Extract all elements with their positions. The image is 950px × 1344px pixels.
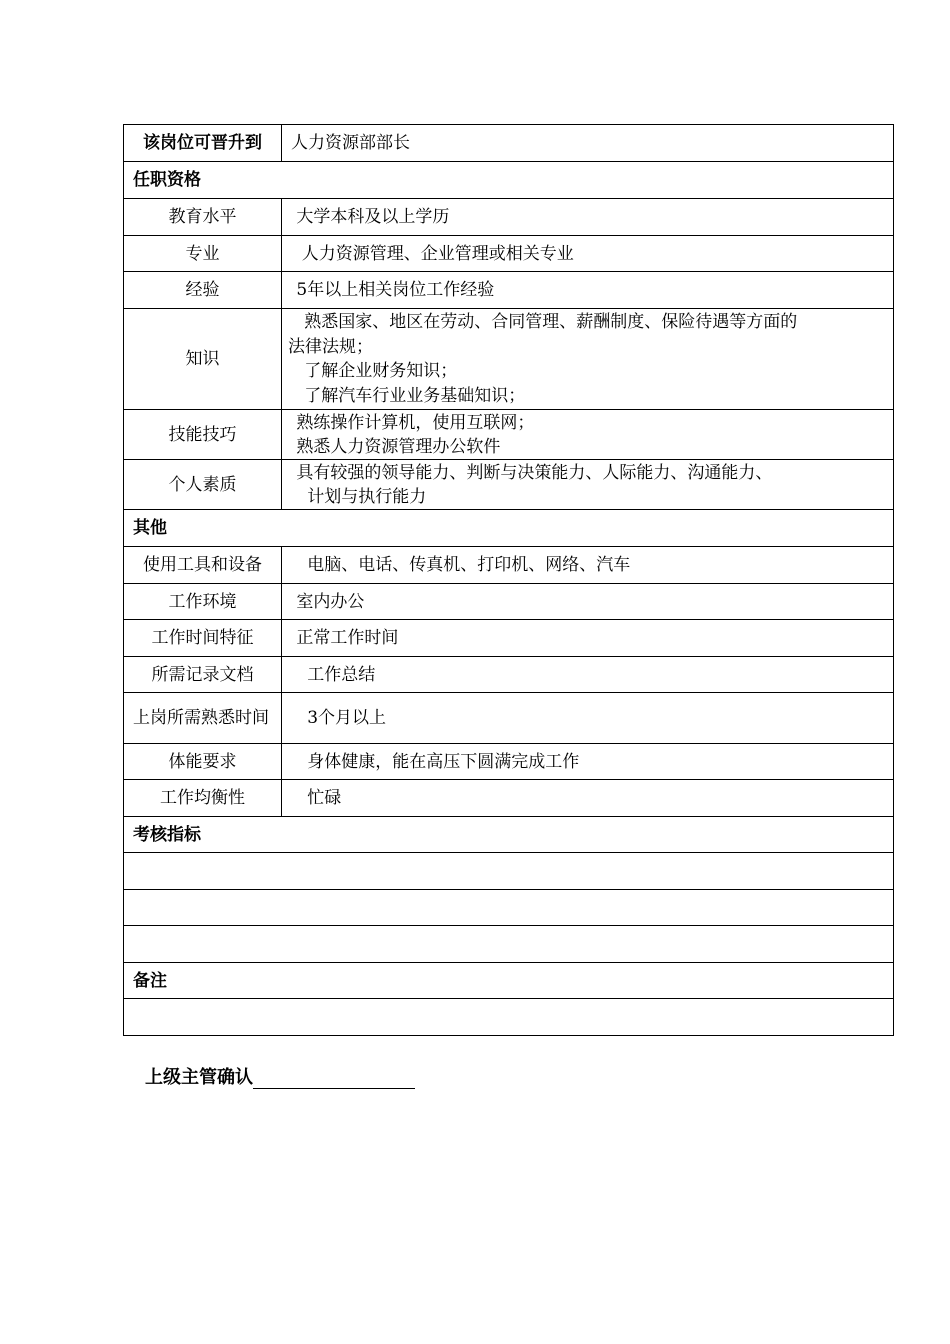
personal-quality-value: 具有较强的领导能力、判断与决策能力、人际能力、沟通能力、 计划与执行能力 <box>282 460 894 510</box>
major-label: 专业 <box>124 236 282 272</box>
workload-value: 忙碌 <box>282 780 894 817</box>
promotion-label: 该岗位可晋升到 <box>124 125 282 162</box>
table-row <box>124 547 894 584</box>
kpi-blank-row <box>124 853 894 890</box>
remarks-blank-cell <box>124 999 894 1036</box>
tools-value: 电脑、电话、传真机、打印机、网络、汽车 <box>282 547 894 584</box>
table-row <box>124 236 894 272</box>
table-row <box>124 309 894 410</box>
workload-label: 工作均衡性 <box>124 780 282 817</box>
knowledge-label: 知识 <box>124 309 282 410</box>
table-row <box>124 620 894 657</box>
remarks-blank-row <box>124 999 894 1036</box>
tools-label: 使用工具和设备 <box>124 547 282 584</box>
table-row <box>124 460 894 510</box>
documents-value: 工作总结 <box>282 657 894 693</box>
major-value: 人力资源管理、企业管理或相关专业 <box>282 236 894 272</box>
familiarize-time-value: 3个月以上 <box>282 693 894 744</box>
environment-label: 工作环境 <box>124 584 282 620</box>
kpi-blank-cell <box>124 926 894 963</box>
kpi-blank-row <box>124 926 894 963</box>
education-label: 教育水平 <box>124 199 282 236</box>
table-row <box>124 693 894 744</box>
kpi-header: 考核指标 <box>124 817 894 853</box>
work-time-value: 正常工作时间 <box>282 620 894 657</box>
experience-value: 5年以上相关岗位工作经验 <box>282 272 894 309</box>
table-row <box>124 410 894 460</box>
others-header: 其他 <box>124 510 894 547</box>
promotion-row <box>124 125 894 162</box>
supervisor-signature-line[interactable] <box>253 1068 415 1089</box>
skills-label: 技能技巧 <box>124 410 282 460</box>
kpi-blank-cell <box>124 890 894 926</box>
others-header-row <box>124 510 894 547</box>
education-value: 大学本科及以上学历 <box>282 199 894 236</box>
remarks-header-row <box>124 963 894 999</box>
personal-quality-label: 个人素质 <box>124 460 282 510</box>
promotion-value: 人力资源部部长 <box>282 125 894 162</box>
table-row <box>124 744 894 780</box>
qualifications-header: 任职资格 <box>124 162 894 199</box>
table-row <box>124 199 894 236</box>
skills-value: 熟练操作计算机，使用互联网； 熟悉人力资源管理办公软件 <box>282 410 894 460</box>
environment-value: 室内办公 <box>282 584 894 620</box>
qualifications-header-row <box>124 162 894 199</box>
knowledge-value: 熟悉国家、地区在劳动、合同管理、薪酬制度、保险待遇等方面的 法律法规； 了解企业财务知识； 了解汽车行业业务基础知识； <box>282 309 894 410</box>
physical-value: 身体健康，能在高压下圆满完成工作 <box>282 744 894 780</box>
familiarize-time-label: 上岗所需熟悉时间 <box>124 693 282 744</box>
table-row <box>124 272 894 309</box>
kpi-blank-row <box>124 890 894 926</box>
remarks-header: 备注 <box>124 963 894 999</box>
work-time-label: 工作时间特征 <box>124 620 282 657</box>
supervisor-confirm-label: 上级主管确认 <box>145 1067 253 1088</box>
kpi-blank-cell <box>124 853 894 890</box>
kpi-header-row <box>124 817 894 853</box>
physical-label: 体能要求 <box>124 744 282 780</box>
experience-label: 经验 <box>124 272 282 309</box>
supervisor-confirm <box>145 1063 415 1089</box>
table-row <box>124 780 894 817</box>
documents-label: 所需记录文档 <box>124 657 282 693</box>
job-description-table <box>123 124 894 1036</box>
table-row <box>124 657 894 693</box>
table-row <box>124 584 894 620</box>
